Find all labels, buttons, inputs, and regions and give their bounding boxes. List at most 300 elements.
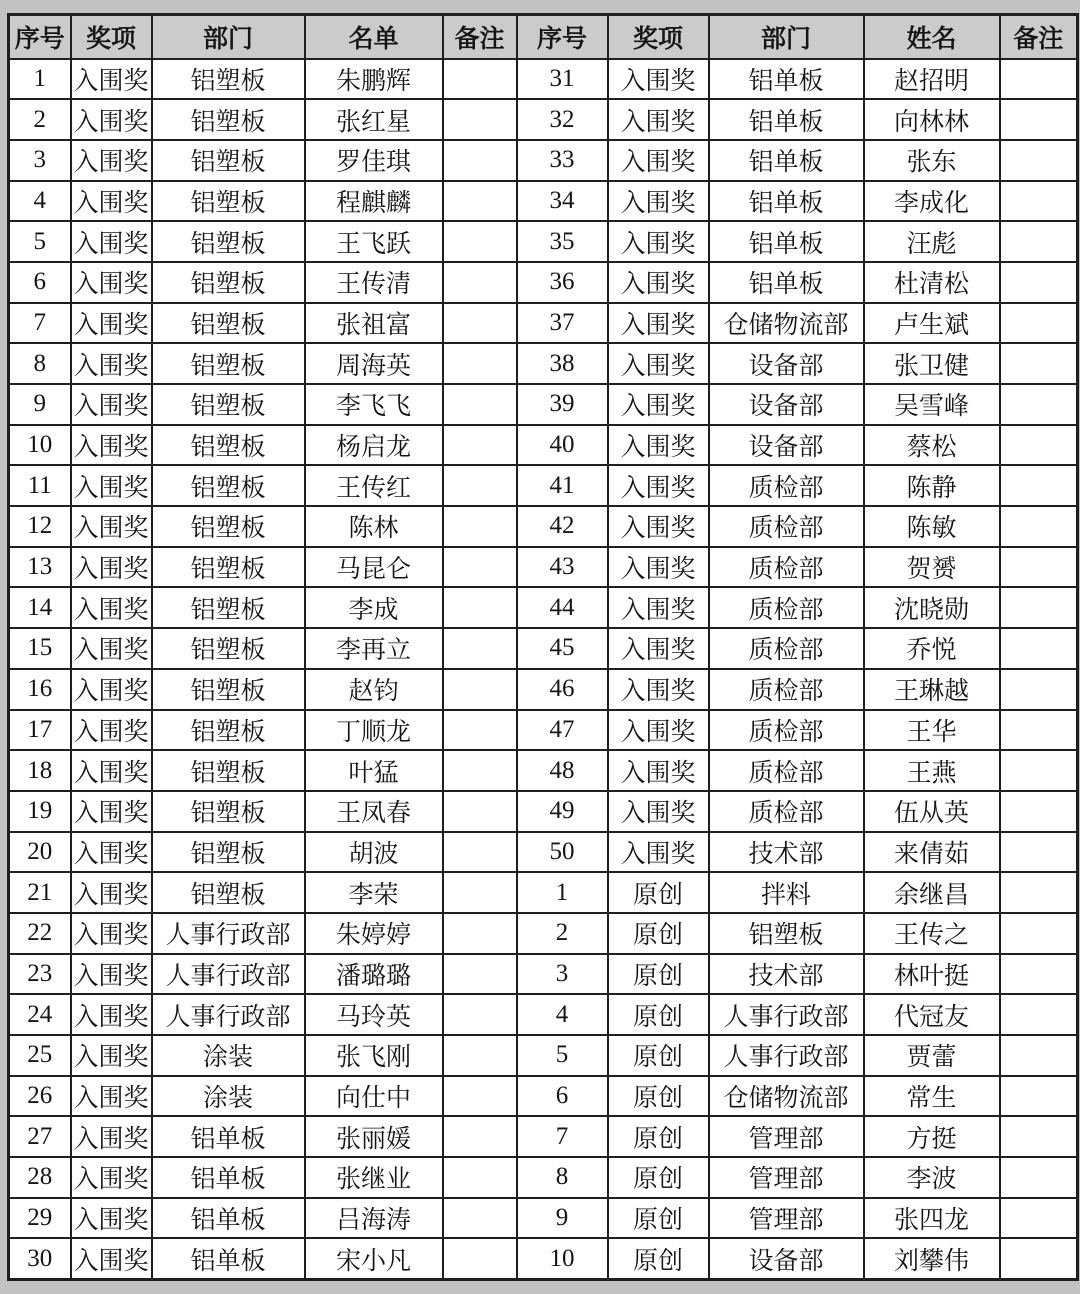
right-department-cell: 管理部: [709, 1157, 864, 1198]
left-name-cell: 李成: [305, 587, 443, 628]
left-name-cell: 胡波: [305, 832, 443, 873]
right-department-cell: 仓储物流部: [709, 1076, 864, 1117]
table-row: [9, 1116, 1078, 1157]
table-row: [9, 1198, 1078, 1239]
left-award-cell: 入围奖: [71, 1157, 152, 1198]
left-serial-cell: 24: [9, 994, 71, 1035]
table-row: [9, 59, 1078, 100]
table-row: [9, 832, 1078, 873]
left-department-cell: 铝塑板: [152, 506, 305, 547]
left-serial-cell: 10: [9, 425, 71, 466]
left-note-cell: [443, 1157, 517, 1198]
left-department-header: 部门: [152, 15, 305, 59]
right-note-cell: [1000, 1035, 1078, 1076]
left-name-cell: 丁顺龙: [305, 710, 443, 751]
right-department-cell: 设备部: [709, 343, 864, 384]
right-award-cell: 入围奖: [608, 262, 709, 303]
right-name-cell: 卢生斌: [864, 303, 1000, 344]
left-name-cell: 杨启龙: [305, 425, 443, 466]
left-award-cell: 入围奖: [71, 465, 152, 506]
left-department-cell: 铝单板: [152, 1198, 305, 1239]
left-award-cell: 入围奖: [71, 221, 152, 262]
left-note-cell: [443, 140, 517, 181]
left-name-cell: 程麒麟: [305, 181, 443, 222]
left-name-cell: 王传清: [305, 262, 443, 303]
left-serial-cell: 11: [9, 465, 71, 506]
right-note-cell: [1000, 547, 1078, 588]
left-serial-cell: 25: [9, 1035, 71, 1076]
left-award-cell: 入围奖: [71, 954, 152, 995]
right-note-cell: [1000, 140, 1078, 181]
right-serial-cell: 5: [517, 1035, 608, 1076]
left-name-cell: 王飞跃: [305, 221, 443, 262]
right-serial-cell: 35: [517, 221, 608, 262]
left-serial-cell: 12: [9, 506, 71, 547]
table-row: [9, 1035, 1078, 1076]
left-department-cell: 铝塑板: [152, 99, 305, 140]
table-row: [9, 954, 1078, 995]
right-award-cell: 原创: [608, 1076, 709, 1117]
table-row: [9, 303, 1078, 344]
right-note-cell: [1000, 1198, 1078, 1239]
right-name-cell: 李波: [864, 1157, 1000, 1198]
right-award-cell: 原创: [608, 1035, 709, 1076]
right-name-cell: 乔悦: [864, 628, 1000, 669]
left-note-cell: [443, 1116, 517, 1157]
left-name-cell: 王传红: [305, 465, 443, 506]
right-department-cell: 设备部: [709, 425, 864, 466]
right-department-cell: 设备部: [709, 1238, 864, 1279]
table-row: [9, 547, 1078, 588]
left-award-cell: 入围奖: [71, 1198, 152, 1239]
left-note-cell: [443, 872, 517, 913]
right-name-cell: 林叶挺: [864, 954, 1000, 995]
right-award-cell: 入围奖: [608, 465, 709, 506]
right-note-cell: [1000, 425, 1078, 466]
left-department-cell: 铝塑板: [152, 587, 305, 628]
left-note-cell: [443, 1076, 517, 1117]
right-department-cell: 铝塑板: [709, 913, 864, 954]
right-note-cell: [1000, 343, 1078, 384]
right-note-cell: [1000, 872, 1078, 913]
left-department-cell: 铝塑板: [152, 669, 305, 710]
right-department-cell: 铝单板: [709, 181, 864, 222]
right-serial-cell: 7: [517, 1116, 608, 1157]
right-serial-cell: 36: [517, 262, 608, 303]
right-award-cell: 原创: [608, 913, 709, 954]
right-note-cell: [1000, 1238, 1078, 1279]
right-department-header: 部门: [709, 15, 864, 59]
left-department-cell: 铝塑板: [152, 872, 305, 913]
left-award-cell: 入围奖: [71, 1035, 152, 1076]
left-department-cell: 铝单板: [152, 1157, 305, 1198]
left-award-cell: 入围奖: [71, 832, 152, 873]
left-note-cell: [443, 181, 517, 222]
right-note-cell: [1000, 1116, 1078, 1157]
left-serial-cell: 21: [9, 872, 71, 913]
left-department-cell: 铝塑板: [152, 832, 305, 873]
left-serial-cell: 19: [9, 791, 71, 832]
left-award-cell: 入围奖: [71, 1238, 152, 1279]
right-name-cell: 常生: [864, 1076, 1000, 1117]
right-department-cell: 质检部: [709, 750, 864, 791]
left-award-cell: 入围奖: [71, 303, 152, 344]
left-department-cell: 人事行政部: [152, 994, 305, 1035]
right-note-cell: [1000, 465, 1078, 506]
right-award-cell: 入围奖: [608, 506, 709, 547]
right-serial-cell: 32: [517, 99, 608, 140]
left-department-cell: 铝塑板: [152, 303, 305, 344]
right-serial-cell: 3: [517, 954, 608, 995]
left-name-cell: 朱鹏辉: [305, 59, 443, 100]
right-note-cell: [1000, 1157, 1078, 1198]
right-serial-cell: 31: [517, 59, 608, 100]
right-award-header: 奖项: [608, 15, 709, 59]
left-department-cell: 铝塑板: [152, 791, 305, 832]
left-serial-cell: 28: [9, 1157, 71, 1198]
right-award-cell: 入围奖: [608, 587, 709, 628]
table-row: [9, 994, 1078, 1035]
right-department-cell: 铝单板: [709, 99, 864, 140]
left-serial-cell: 30: [9, 1238, 71, 1279]
right-department-cell: 人事行政部: [709, 1035, 864, 1076]
right-serial-cell: 40: [517, 425, 608, 466]
right-award-cell: 原创: [608, 1116, 709, 1157]
left-award-cell: 入围奖: [71, 587, 152, 628]
left-serial-cell: 5: [9, 221, 71, 262]
left-department-cell: 铝塑板: [152, 465, 305, 506]
left-note-cell: [443, 99, 517, 140]
right-note-cell: [1000, 628, 1078, 669]
left-department-cell: 涂装: [152, 1076, 305, 1117]
table-row: [9, 262, 1078, 303]
left-name-cell: 周海英: [305, 343, 443, 384]
left-name-cell: 王凤春: [305, 791, 443, 832]
table-row: [9, 587, 1078, 628]
table-row: [9, 1157, 1078, 1198]
right-note-cell: [1000, 710, 1078, 751]
left-note-header: 备注: [443, 15, 517, 59]
table-row: [9, 1238, 1078, 1279]
right-department-cell: 质检部: [709, 791, 864, 832]
right-department-cell: 质检部: [709, 506, 864, 547]
right-award-cell: 入围奖: [608, 791, 709, 832]
left-serial-cell: 7: [9, 303, 71, 344]
right-note-cell: [1000, 506, 1078, 547]
left-department-cell: 人事行政部: [152, 954, 305, 995]
table-row: [9, 669, 1078, 710]
right-award-cell: 入围奖: [608, 710, 709, 751]
left-serial-header: 序号: [9, 15, 71, 59]
left-serial-cell: 29: [9, 1198, 71, 1239]
left-note-cell: [443, 506, 517, 547]
left-award-cell: 入围奖: [71, 1076, 152, 1117]
right-serial-cell: 42: [517, 506, 608, 547]
right-department-cell: 技术部: [709, 954, 864, 995]
right-serial-cell: 10: [517, 1238, 608, 1279]
left-award-cell: 入围奖: [71, 913, 152, 954]
right-award-cell: 入围奖: [608, 384, 709, 425]
left-serial-cell: 16: [9, 669, 71, 710]
left-note-cell: [443, 994, 517, 1035]
right-name-header: 姓名: [864, 15, 1000, 59]
left-name-cell: 李再立: [305, 628, 443, 669]
left-award-cell: 入围奖: [71, 628, 152, 669]
right-name-cell: 吴雪峰: [864, 384, 1000, 425]
right-note-cell: [1000, 181, 1078, 222]
table-row: [9, 1076, 1078, 1117]
left-name-cell: 叶猛: [305, 750, 443, 791]
right-department-cell: 质检部: [709, 587, 864, 628]
table-row: [9, 872, 1078, 913]
left-name-cell: 罗佳琪: [305, 140, 443, 181]
left-name-cell: 吕海涛: [305, 1198, 443, 1239]
right-note-cell: [1000, 791, 1078, 832]
award-table: [7, 13, 1079, 1281]
table-row: [9, 140, 1078, 181]
right-department-cell: 质检部: [709, 669, 864, 710]
right-name-cell: 汪彪: [864, 221, 1000, 262]
left-award-cell: 入围奖: [71, 181, 152, 222]
left-note-cell: [443, 547, 517, 588]
right-name-cell: 余继昌: [864, 872, 1000, 913]
right-name-cell: 张卫健: [864, 343, 1000, 384]
left-department-cell: 铝单板: [152, 1116, 305, 1157]
left-note-cell: [443, 465, 517, 506]
right-serial-cell: 45: [517, 628, 608, 669]
left-note-cell: [443, 791, 517, 832]
left-award-cell: 入围奖: [71, 59, 152, 100]
left-name-cell: 向仕中: [305, 1076, 443, 1117]
right-name-cell: 王华: [864, 710, 1000, 751]
left-note-cell: [443, 343, 517, 384]
left-serial-cell: 26: [9, 1076, 71, 1117]
right-award-cell: 原创: [608, 872, 709, 913]
right-note-cell: [1000, 303, 1078, 344]
left-department-cell: 铝塑板: [152, 750, 305, 791]
left-note-cell: [443, 710, 517, 751]
left-note-cell: [443, 587, 517, 628]
left-name-cell: 马玲英: [305, 994, 443, 1035]
right-award-cell: 原创: [608, 1238, 709, 1279]
left-name-cell: 赵钧: [305, 669, 443, 710]
table-row: [9, 181, 1078, 222]
right-department-cell: 铝单板: [709, 221, 864, 262]
right-note-cell: [1000, 750, 1078, 791]
left-name-cell: 马昆仑: [305, 547, 443, 588]
left-award-cell: 入围奖: [71, 872, 152, 913]
left-serial-cell: 22: [9, 913, 71, 954]
left-department-cell: 铝塑板: [152, 384, 305, 425]
right-serial-header: 序号: [517, 15, 608, 59]
right-award-cell: 入围奖: [608, 750, 709, 791]
left-serial-cell: 1: [9, 59, 71, 100]
left-note-cell: [443, 425, 517, 466]
right-award-cell: 入围奖: [608, 832, 709, 873]
left-note-cell: [443, 262, 517, 303]
left-department-cell: 人事行政部: [152, 913, 305, 954]
left-name-cell: 朱婷婷: [305, 913, 443, 954]
left-note-cell: [443, 669, 517, 710]
left-award-cell: 入围奖: [71, 710, 152, 751]
right-department-cell: 质检部: [709, 628, 864, 669]
right-name-cell: 王燕: [864, 750, 1000, 791]
right-department-cell: 质检部: [709, 710, 864, 751]
right-name-cell: 张东: [864, 140, 1000, 181]
right-name-cell: 蔡松: [864, 425, 1000, 466]
left-serial-cell: 17: [9, 710, 71, 751]
right-note-cell: [1000, 669, 1078, 710]
left-serial-cell: 27: [9, 1116, 71, 1157]
right-award-cell: 入围奖: [608, 140, 709, 181]
table-row: [9, 221, 1078, 262]
right-department-cell: 仓储物流部: [709, 303, 864, 344]
left-serial-cell: 13: [9, 547, 71, 588]
left-note-cell: [443, 303, 517, 344]
left-department-cell: 铝单板: [152, 1238, 305, 1279]
left-note-cell: [443, 1035, 517, 1076]
right-name-cell: 王琳越: [864, 669, 1000, 710]
right-note-cell: [1000, 221, 1078, 262]
left-note-cell: [443, 1198, 517, 1239]
right-name-cell: 来倩茹: [864, 832, 1000, 873]
left-award-cell: 入围奖: [71, 262, 152, 303]
table-row: [9, 750, 1078, 791]
table-row: [9, 913, 1078, 954]
table-row: [9, 791, 1078, 832]
left-serial-cell: 3: [9, 140, 71, 181]
right-serial-cell: 47: [517, 710, 608, 751]
table-row: [9, 425, 1078, 466]
left-serial-cell: 9: [9, 384, 71, 425]
right-name-cell: 刘攀伟: [864, 1238, 1000, 1279]
right-serial-cell: 44: [517, 587, 608, 628]
left-name-cell: 李飞飞: [305, 384, 443, 425]
right-serial-cell: 50: [517, 832, 608, 873]
table-row: [9, 99, 1078, 140]
right-department-cell: 管理部: [709, 1198, 864, 1239]
left-serial-cell: 2: [9, 99, 71, 140]
right-serial-cell: 33: [517, 140, 608, 181]
right-serial-cell: 2: [517, 913, 608, 954]
right-award-cell: 入围奖: [608, 221, 709, 262]
right-department-cell: 质检部: [709, 547, 864, 588]
left-note-cell: [443, 750, 517, 791]
right-name-cell: 李成化: [864, 181, 1000, 222]
right-note-cell: [1000, 913, 1078, 954]
table-row: [9, 384, 1078, 425]
left-department-cell: 铝塑板: [152, 343, 305, 384]
right-department-cell: 管理部: [709, 1116, 864, 1157]
right-serial-cell: 49: [517, 791, 608, 832]
left-department-cell: 铝塑板: [152, 221, 305, 262]
left-award-cell: 入围奖: [71, 425, 152, 466]
right-note-header: 备注: [1000, 15, 1078, 59]
right-award-cell: 原创: [608, 954, 709, 995]
right-department-cell: 技术部: [709, 832, 864, 873]
left-name-header: 名单: [305, 15, 443, 59]
left-award-cell: 入围奖: [71, 343, 152, 384]
right-serial-cell: 4: [517, 994, 608, 1035]
right-serial-cell: 38: [517, 343, 608, 384]
right-serial-cell: 6: [517, 1076, 608, 1117]
table-row: [9, 710, 1078, 751]
right-department-cell: 铝单板: [709, 140, 864, 181]
right-name-cell: 陈敏: [864, 506, 1000, 547]
left-note-cell: [443, 832, 517, 873]
left-department-cell: 涂装: [152, 1035, 305, 1076]
right-award-cell: 入围奖: [608, 343, 709, 384]
right-name-cell: 沈晓勋: [864, 587, 1000, 628]
left-note-cell: [443, 384, 517, 425]
table-header: [9, 15, 1078, 59]
left-department-cell: 铝塑板: [152, 710, 305, 751]
right-department-cell: 设备部: [709, 384, 864, 425]
right-serial-cell: 37: [517, 303, 608, 344]
left-name-cell: 张祖富: [305, 303, 443, 344]
right-award-cell: 入围奖: [608, 303, 709, 344]
left-award-header: 奖项: [71, 15, 152, 59]
left-serial-cell: 14: [9, 587, 71, 628]
right-department-cell: 拌料: [709, 872, 864, 913]
left-name-cell: 宋小凡: [305, 1238, 443, 1279]
left-award-cell: 入围奖: [71, 791, 152, 832]
right-serial-cell: 41: [517, 465, 608, 506]
right-note-cell: [1000, 994, 1078, 1035]
left-note-cell: [443, 954, 517, 995]
right-award-cell: 原创: [608, 1157, 709, 1198]
right-award-cell: 入围奖: [608, 547, 709, 588]
left-department-cell: 铝塑板: [152, 262, 305, 303]
right-name-cell: 赵招明: [864, 59, 1000, 100]
left-award-cell: 入围奖: [71, 547, 152, 588]
right-name-cell: 方挺: [864, 1116, 1000, 1157]
left-note-cell: [443, 1238, 517, 1279]
table-row: [9, 628, 1078, 669]
right-department-cell: 铝单板: [709, 59, 864, 100]
right-note-cell: [1000, 384, 1078, 425]
left-award-cell: 入围奖: [71, 750, 152, 791]
left-department-cell: 铝塑板: [152, 425, 305, 466]
table-row: [9, 465, 1078, 506]
right-note-cell: [1000, 954, 1078, 995]
right-name-cell: 贺赟: [864, 547, 1000, 588]
right-name-cell: 贾蕾: [864, 1035, 1000, 1076]
right-name-cell: 陈静: [864, 465, 1000, 506]
right-serial-cell: 48: [517, 750, 608, 791]
left-note-cell: [443, 221, 517, 262]
left-award-cell: 入围奖: [71, 506, 152, 547]
left-serial-cell: 20: [9, 832, 71, 873]
left-serial-cell: 4: [9, 181, 71, 222]
right-serial-cell: 46: [517, 669, 608, 710]
right-note-cell: [1000, 59, 1078, 100]
left-name-cell: 张红星: [305, 99, 443, 140]
left-name-cell: 陈林: [305, 506, 443, 547]
left-department-cell: 铝塑板: [152, 140, 305, 181]
left-department-cell: 铝塑板: [152, 547, 305, 588]
left-award-cell: 入围奖: [71, 384, 152, 425]
right-name-cell: 张四龙: [864, 1198, 1000, 1239]
right-award-cell: 入围奖: [608, 59, 709, 100]
right-department-cell: 质检部: [709, 465, 864, 506]
right-serial-cell: 34: [517, 181, 608, 222]
right-note-cell: [1000, 587, 1078, 628]
left-name-cell: 张继业: [305, 1157, 443, 1198]
left-name-cell: 张丽媛: [305, 1116, 443, 1157]
right-name-cell: 杜清松: [864, 262, 1000, 303]
table-row: [9, 506, 1078, 547]
